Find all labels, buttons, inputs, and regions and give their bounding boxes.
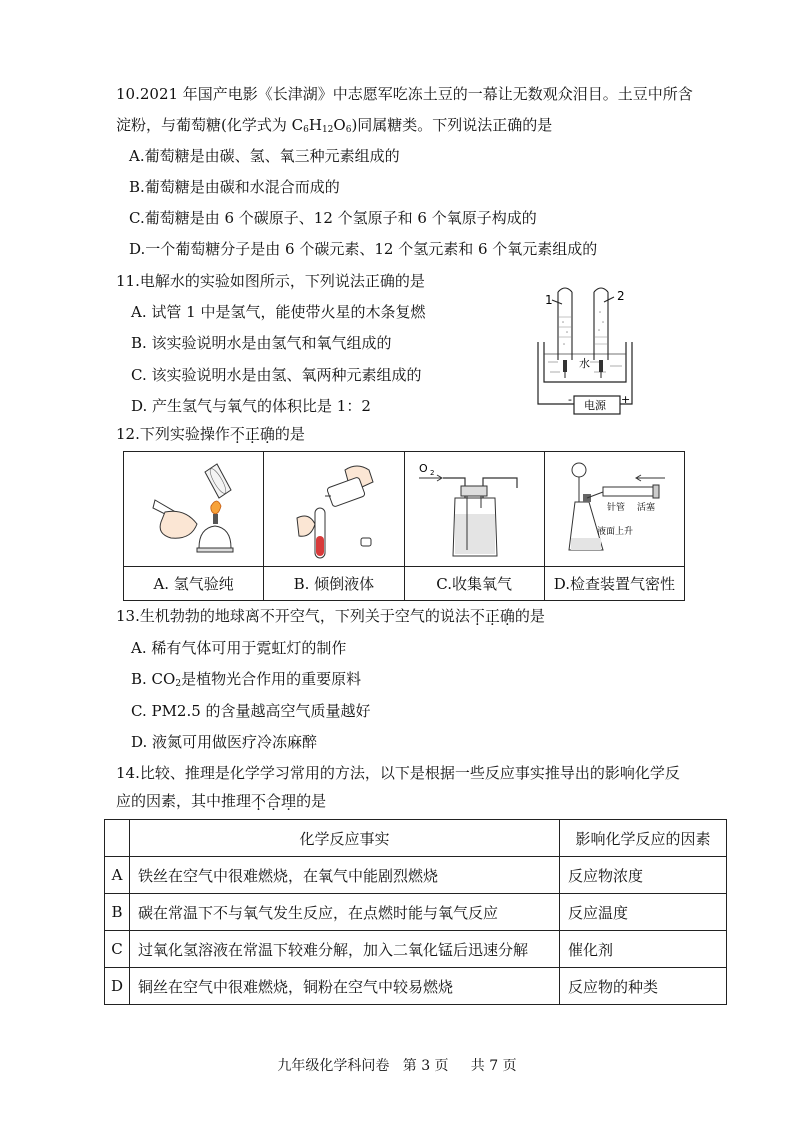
q12-figure-a [124,452,264,567]
row-fact: 过氧化氢溶液在常温下较难分解，加入二氧化锰后迅速分解 [130,931,560,968]
q12-caption-b: B. 倾倒液体 [264,567,404,601]
plus-sign: + [621,393,631,406]
q11-option-d: D. 产生氢气与氧气的体积比是 1：2 [131,397,371,415]
table-row [105,894,727,931]
q13-option-a: A. 稀有气体可用于霓虹灯的制作 [131,639,347,657]
plunger-label: 活塞 [637,503,656,513]
pouring-liquid-icon [265,452,403,562]
header-cell [105,820,130,857]
needle-label: 针管 [607,503,626,513]
q12-figure-b [264,452,404,567]
table-header-row [105,820,727,857]
header-cell: 化学反应事实 [130,820,560,857]
q10-option-d: D.一个葡萄糖分子是由 6 个碳元素、12 个氢元素和 6 个氧元素组成的 [129,240,598,258]
q11-option-a: A. 试管 1 中是氢气，能使带火星的木条复燃 [131,303,426,321]
q10-option-c: C.葡萄糖是由 6 个碳原子、12 个氢原子和 6 个氧原子构成的 [129,209,537,227]
row-factor: 催化剂 [560,931,727,968]
water-label: 水 [579,357,590,370]
o2-sub-label: 2 [430,469,435,477]
power-label: 电源 [584,399,606,412]
q10-option-b: B.葡萄糖是由碳和水混合而成的 [129,178,340,196]
q14-stem-line1: 14.比较、推理是化学学习常用的方法，以下是根据一些反应事实推导出的影响化学反 [116,764,680,782]
q13-stem: 13.生机勃勃的地球离不开空气，下列关于空气的说法不正确的是 [116,607,545,625]
q10-stem-line2: 淀粉，与葡萄糖(化学式为 $C_6H_{12}O_6$)同属糖类。下列说法正确的是 [116,116,553,135]
header-cell: 影响化学反应的因素 [560,820,727,857]
q10-stem-line1: 10.2021 年国产电影《长津湖》中志愿军吃冻土豆的一幕让无数观众泪目。土豆中所含 [116,85,693,103]
airtightness-check-icon [545,452,683,562]
q13-option-b: B. $CO_2$是植物光合作用的重要原料 [131,670,362,689]
row-label: C [105,931,130,968]
table-row [105,931,727,968]
table-row [105,857,727,894]
electrolysis-figure [530,282,680,422]
q12-caption-c: C.收集氧气 [404,567,544,601]
q12-stem: 12.下列实验操作不正确的是 [116,425,305,443]
hydrogen-purity-test-icon [125,452,263,562]
row-label: A [105,857,130,894]
q13-option-d: D. 液氮可用做医疗冷冻麻醉 [131,733,318,751]
q13-option-c: C. PM2.5 的含量越高空气质量越好 [131,702,371,720]
q12-figure-d [544,452,684,567]
tube-1-label: 1 [545,293,553,307]
tube-2-label: 2 [617,289,625,303]
row-factor: 反应温度 [560,894,727,931]
table-row [105,968,727,1005]
o2-label: O [419,462,428,475]
page-footer: 九年级化学科问卷 第 3 页 共 7 页 [277,1058,517,1074]
q12-caption-d: D.检查装置气密性 [544,567,684,601]
q12-figure-table [123,451,685,601]
liquid-rise-label: 液面上升 [597,527,634,537]
q12-figure-c [404,452,544,567]
row-fact: 铁丝在空气中很难燃烧，在氧气中能剧烈燃烧 [130,857,560,894]
row-factor: 反应物浓度 [560,857,727,894]
q11-option-c: C. 该实验说明水是由氢、氧两种元素组成的 [131,366,422,384]
q11-stem: 11.电解水的实验如图所示，下列说法正确的是 [116,272,425,290]
q14-stem-line2: 应的因素，其中推理不合理的是 [116,792,327,810]
q11-option-b: B. 该实验说明水是由氢气和氧气组成的 [131,334,392,352]
row-fact: 铜丝在空气中很难燃烧，铜粉在空气中较易燃烧 [130,968,560,1005]
row-label: D [105,968,130,1005]
q12-caption-a: A. 氢气验纯 [124,567,264,601]
q10-option-a: A.葡萄糖是由碳、氢、氧三种元素组成的 [129,147,400,165]
minus-sign: - [568,393,572,406]
row-factor: 反应物的种类 [560,968,727,1005]
q14-table [104,819,727,1005]
row-label: B [105,894,130,931]
row-fact: 碳在常温下不与氧气发生反应，在点燃时能与氧气反应 [130,894,560,931]
oxygen-collection-icon [405,452,543,562]
